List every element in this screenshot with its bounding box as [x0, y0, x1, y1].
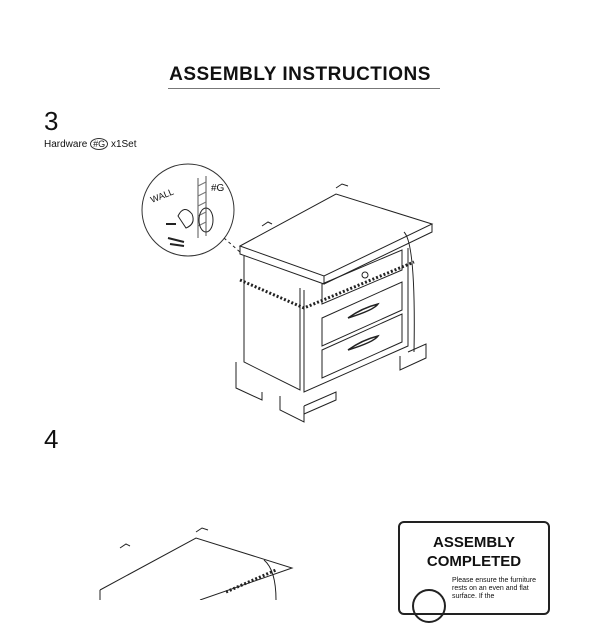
page-title: ASSEMBLY INSTRUCTIONS	[169, 64, 431, 85]
sign-line-1: ASSEMBLY	[433, 534, 515, 551]
step-3-number: 3	[44, 106, 59, 136]
step-4-number: 4	[44, 424, 59, 454]
hardware-g-label: #G	[211, 183, 225, 194]
wall-label: WALL	[149, 186, 176, 205]
hardware-id: #G	[90, 138, 108, 150]
wall-hardware-callout	[142, 164, 240, 256]
assembly-completed-sign	[398, 521, 550, 615]
hardware-text: Hardware	[44, 139, 88, 150]
sign-line-2: COMPLETED	[426, 553, 522, 570]
nightstand-step4	[100, 528, 292, 600]
level-circle-icon	[412, 589, 446, 623]
hardware-qty: x1Set	[110, 139, 137, 150]
sign-note: Please ensure the furniture rests on an even and flat surface. If the	[452, 577, 537, 600]
nightstand-step3	[236, 184, 432, 422]
